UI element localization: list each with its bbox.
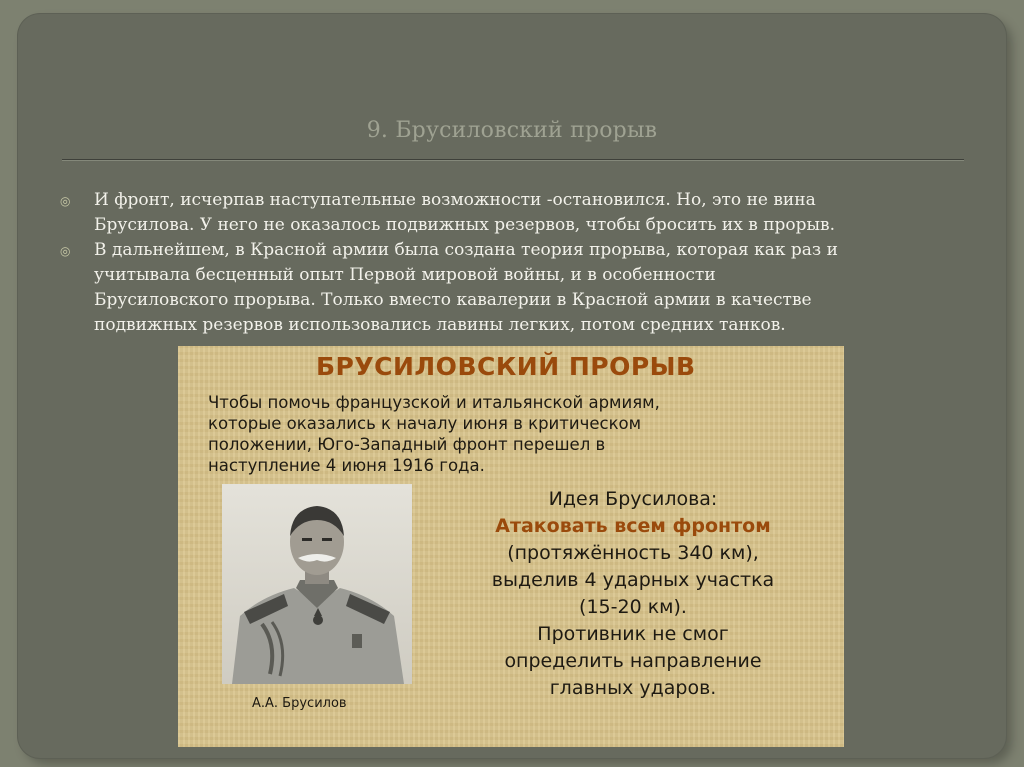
idea-block bbox=[458, 486, 808, 702]
idea-heading: Идея Брусилова: bbox=[548, 488, 718, 510]
bullet-marker-icon: ◎ bbox=[60, 194, 71, 208]
title-divider bbox=[62, 159, 964, 160]
poster-title: БРУСИЛОВСКИЙ ПРОРЫВ bbox=[316, 352, 696, 381]
portrait-figure-icon bbox=[222, 484, 412, 684]
bullet-text: В дальнейшем, в Красной армии была создана теория прорыва, которая как раз и учитывала бесценный опыт Первой мировой войны, и в особенности Брусиловского прорыва. Только вместо кавалерии в Красной армии в качестве подвижных резервов использовались лавины легких, потом средних танков. bbox=[94, 240, 838, 335]
idea-line: Противник не смог bbox=[537, 623, 729, 645]
bullet-list bbox=[58, 188, 968, 338]
idea-line: выделив 4 ударных участка bbox=[491, 569, 775, 591]
poster-image bbox=[178, 346, 844, 747]
bullet-text: И фронт, исчерпав наступательные возможности -остановился. Но, это не вина Брусилова. У него не оказалось подвижных резервов, чтобы бросить их в прорыв. bbox=[94, 190, 836, 235]
idea-line: определить направление bbox=[504, 650, 762, 672]
portrait-photo bbox=[222, 484, 412, 684]
bullet-marker-icon: ◎ bbox=[60, 244, 71, 258]
idea-line: главных ударов. bbox=[549, 677, 717, 699]
portrait-caption: А.А. Брусилов bbox=[252, 696, 347, 711]
bullet-item bbox=[58, 238, 968, 338]
idea-accent: Атаковать всем фронтом bbox=[495, 515, 771, 537]
idea-line: (15-20 км). bbox=[579, 596, 687, 618]
slide-title: 9. Брусиловский прорыв bbox=[366, 118, 658, 143]
poster-intro-text: Чтобы помочь французской и итальянской армиям, которые оказались к началу июня в критическом положении, Юго-Западный фронт перешел в наступление 4 июня 1916 года. bbox=[208, 393, 660, 475]
idea-line: (протяжённость 340 км), bbox=[507, 542, 759, 564]
bullet-item bbox=[58, 188, 968, 238]
